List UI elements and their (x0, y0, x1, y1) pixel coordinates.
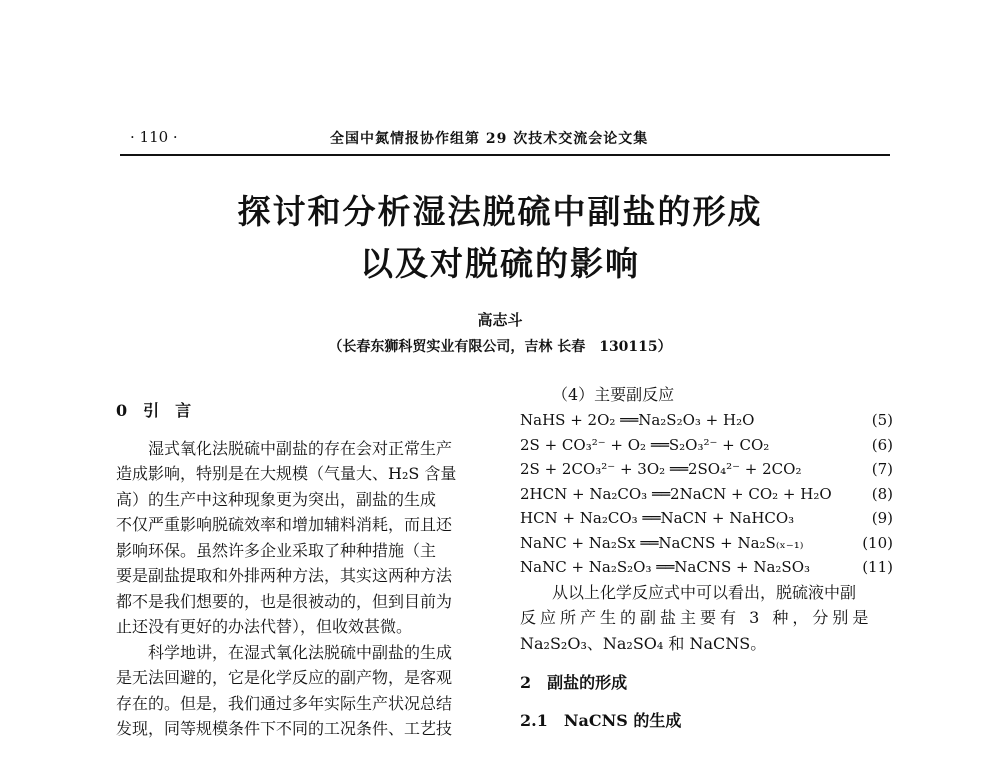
equation-number: (10) (862, 533, 893, 552)
page-number: · 110 · (130, 128, 178, 146)
text-line: 存在的。但是，我们通过多年实际生产状况总结 (116, 693, 453, 713)
equation-row (520, 531, 895, 556)
equation-number: (9) (871, 509, 893, 527)
text-line: 不仅严重影响脱硫效率和增加辅料消耗，而且还 (116, 515, 453, 534)
equation-row (520, 457, 895, 482)
text-line: 从以上化学反应式中可以看出，脱硫液中副 (552, 582, 857, 602)
equation-number: (5) (871, 411, 893, 429)
article-title-line-1: 探讨和分析湿法脱硫中副盐的形成 (237, 192, 763, 231)
subsection-heading-nacns: 2.1 NaCNS 的生成 (520, 710, 682, 730)
text-line: 高）的生产中这种现象更为突出，副盐的生成 (116, 489, 437, 509)
text-line: 科学地讲，在湿式氧化法脱硫中副盐的生成 (148, 642, 453, 662)
equation-row (520, 433, 895, 458)
text-line: 湿式氧化法脱硫中副盐的存在会对正常生产 (148, 438, 453, 458)
equation: NaNC + Na₂S₂O₃ ══NaCNS + Na₂SO₃ (520, 558, 811, 576)
equation-list (520, 408, 895, 580)
paragraph-intro-2 (116, 640, 492, 742)
text-line: 发现，同等规模条件下不同的工况条件、工艺技 (116, 719, 453, 738)
paragraph-intro-1 (116, 436, 492, 640)
journal-title: 全国中氮情报协作组第 29 次技术交流会论文集 (330, 131, 649, 147)
header-rule (120, 154, 890, 156)
running-header (0, 128, 1000, 152)
equation: 2S + 2CO₃²⁻ + 3O₂ ══2SO₄²⁻ + 2CO₂ (520, 460, 802, 478)
section-heading-byproduct-formation: 2 副盐的形成 (520, 673, 628, 692)
text-line: 造成影响，特别是在大规模（气量大、H₂S 含量 (116, 464, 457, 483)
equation: NaNC + Na₂Sx ══NaCNS + Na₂S₍ₓ₋₁₎ (520, 533, 804, 552)
right-column (520, 382, 895, 733)
text-line: 要是副盐提取和外排两种方法，其实这两种方法 (116, 566, 453, 585)
equation-number: (8) (871, 484, 893, 503)
text-line: 影响环保。虽然许多企业采取了种种措施（主 (116, 540, 437, 560)
section-heading-introduction: 0 引 言 (116, 401, 192, 420)
equation-number: (7) (871, 460, 893, 478)
text-line: 止还没有更好的办法代替），但收效甚微。 (116, 617, 413, 636)
equation: HCN + Na₂CO₃ ══NaCN + NaHCO₃ (520, 509, 795, 527)
equation-row (520, 555, 895, 580)
equation-row (520, 482, 895, 507)
equation-number: (11) (862, 558, 893, 576)
equation: NaHS + 2O₂ ══Na₂S₂O₃ + H₂O (520, 411, 755, 429)
subheading-side-reactions: （4）主要副反应 (552, 385, 675, 404)
author-affiliation: （长春东狮科贸实业有限公司，吉林 长春 130115） (328, 339, 672, 355)
equation-row (520, 506, 895, 531)
text-line: 都不是我们想要的，也是很被动的，但到目前为 (116, 591, 453, 611)
equation: 2S + CO₃²⁻ + O₂ ══S₂O₃²⁻ + CO₂ (520, 435, 770, 454)
equation-row (520, 408, 895, 433)
article-title-line-2: 以及对脱硫的影响 (360, 244, 640, 283)
text-line: 反应所产生的副盐主要有 3 种，分别是 (520, 608, 873, 627)
paragraph-conclusion (520, 580, 895, 657)
equation-number: (6) (871, 435, 893, 454)
equation: 2HCN + Na₂CO₃ ══2NaCN + CO₂ + H₂O (520, 484, 832, 503)
text-line: 是无法回避的，它是化学反应的副产物，是客观 (116, 668, 453, 687)
text-line: Na₂S₂O₃、Na₂SO₄ 和 NaCNS。 (520, 633, 767, 653)
left-column (116, 398, 492, 742)
author-name: 高志斗 (477, 311, 523, 329)
